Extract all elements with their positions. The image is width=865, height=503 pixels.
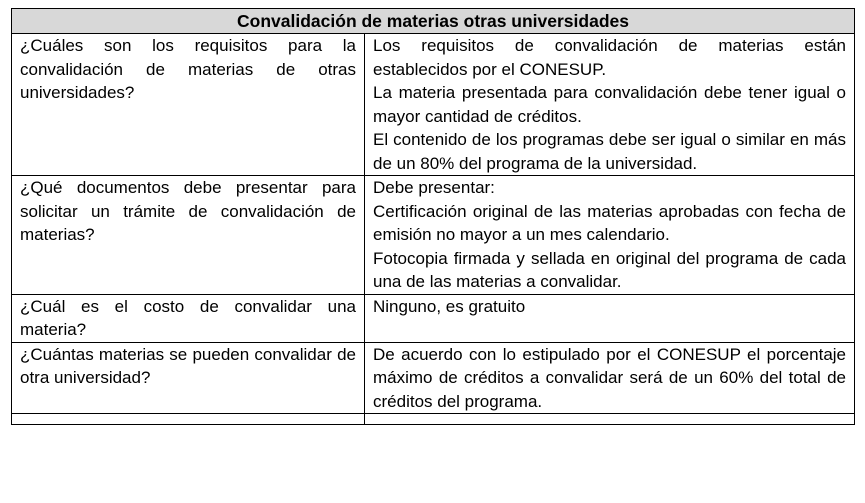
question-text: ¿Cuántas materias se pueden convalidar de otra universidad?	[20, 344, 356, 387]
answer-cell	[365, 176, 855, 295]
table-title: Convalidación de materias otras universidades	[12, 9, 855, 34]
question-cell	[12, 294, 365, 342]
question-text: ¿Qué documentos debe presentar para solicitar un trámite de convalidación de materias?	[20, 178, 356, 244]
answer-cell	[365, 342, 855, 414]
answer-paragraph: De acuerdo con lo estipulado por el CONESUP el porcentaje máximo de créditos a convalidar será de un 60% del total de créditos del programa.	[373, 344, 847, 411]
answer-paragraph: Ninguno, es gratuito	[373, 296, 526, 316]
table-row	[12, 176, 855, 295]
answer-paragraph: Los requisitos de convalidación de materias están establecidos por el CONESUP.	[373, 36, 847, 79]
table-header-row	[12, 9, 855, 34]
table-row	[12, 34, 855, 176]
question-cell	[12, 176, 365, 295]
answer-cell	[365, 34, 855, 176]
question-text: ¿Cuáles son los requisitos para la convalidación de materias de otras universidades?	[20, 36, 356, 102]
answer-paragraph: Fotocopia firmada y sellada en original del programa de cada una de las materias a convalidar.	[373, 248, 847, 291]
question-cell	[12, 34, 365, 176]
empty-cell	[365, 414, 855, 425]
question-cell	[12, 342, 365, 414]
table-row	[12, 342, 855, 414]
answer-paragraph: El contenido de los programas debe ser igual o similar en más de un 80% del programa de la universidad.	[373, 130, 847, 173]
faq-table	[11, 8, 855, 425]
empty-cell	[12, 414, 365, 425]
question-text: ¿Cuál es el costo de convalidar una materia?	[20, 296, 356, 339]
answer-paragraph: La materia presentada para convalidación debe tener igual o mayor cantidad de créditos.	[373, 83, 847, 126]
answer-cell	[365, 294, 855, 342]
answer-paragraph: Debe presentar:	[373, 178, 495, 197]
table-row-empty	[12, 414, 855, 425]
table-row	[12, 294, 855, 342]
answer-paragraph: Certificación original de las materias aprobadas con fecha de emisión no mayor a un mes calendario.	[373, 201, 847, 244]
